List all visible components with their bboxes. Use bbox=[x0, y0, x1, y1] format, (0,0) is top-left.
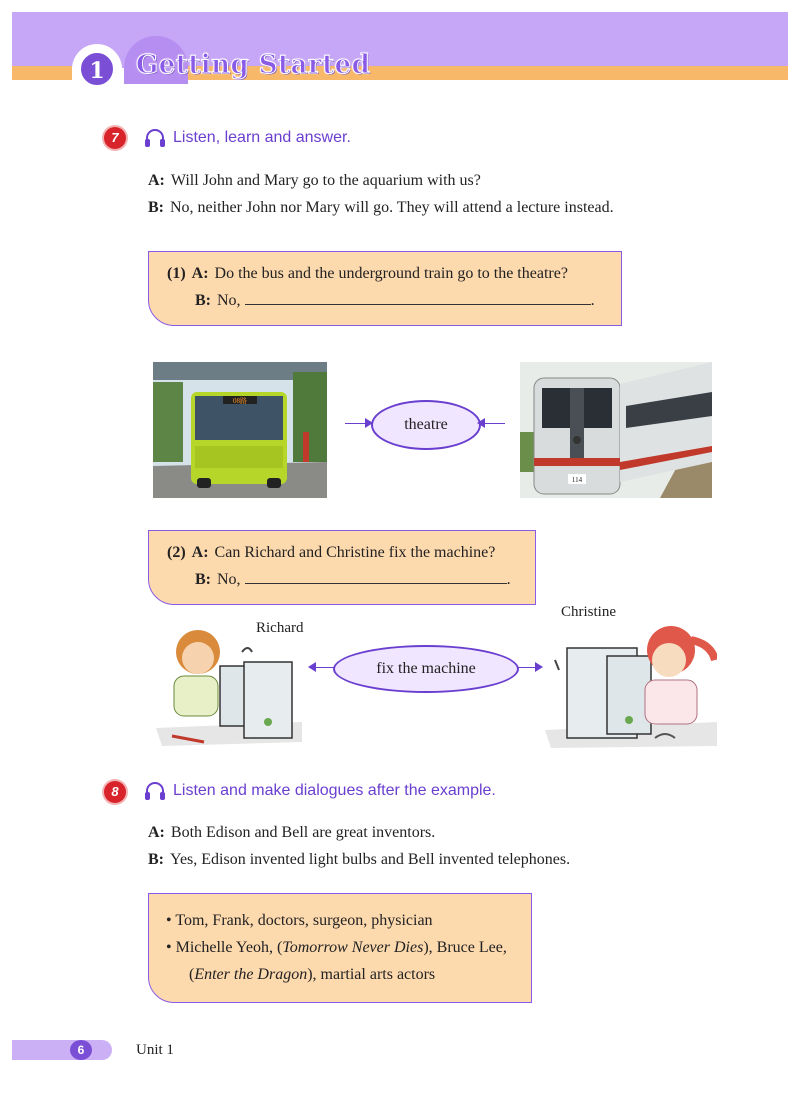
theatre-ellipse bbox=[371, 400, 481, 450]
example-text: Both Edison and Bell are great inventors. bbox=[170, 824, 436, 841]
unit-label: Unit 1 bbox=[136, 1042, 174, 1058]
question-2-line-a bbox=[167, 544, 495, 562]
footer-bar bbox=[12, 1040, 112, 1060]
speaker-label: B: bbox=[148, 851, 164, 868]
bullet-text: Tom, Frank, doctors, surgeon, physician bbox=[175, 912, 433, 929]
bus-route-sign: 08路 bbox=[233, 397, 247, 405]
task-instruction: Listen and make dialogues after the example. bbox=[173, 782, 496, 799]
bullet-text: Michelle Yeoh, ( bbox=[175, 939, 283, 956]
prompt-bullet-2 bbox=[166, 939, 507, 957]
question-2-line-b bbox=[195, 571, 511, 589]
answer-blank[interactable] bbox=[245, 571, 507, 584]
example-line-b bbox=[148, 199, 614, 217]
unit-number-badge: 1 bbox=[79, 51, 115, 87]
theatre-label: theatre bbox=[404, 416, 448, 433]
speaker-label: A: bbox=[148, 824, 165, 841]
task-instruction: Listen, learn and answer. bbox=[173, 129, 351, 146]
speaker-label: A: bbox=[148, 172, 165, 189]
arrow-head-left bbox=[477, 418, 485, 428]
answer-start: No, bbox=[217, 571, 241, 588]
bullet-text: ), Bruce Lee, bbox=[423, 939, 507, 956]
christine-illustration bbox=[545, 620, 717, 750]
bullet-text: ( bbox=[189, 966, 195, 983]
example-text: No, neither John nor Mary will go. They will attend a lecture instead. bbox=[170, 199, 614, 216]
richard-illustration bbox=[152, 618, 302, 748]
speaker-label: B: bbox=[195, 292, 211, 309]
arrow-right bbox=[485, 423, 505, 424]
train-number: 114 bbox=[571, 476, 583, 484]
example-text: Will John and Mary go to the aquarium with us? bbox=[170, 172, 481, 189]
prompt-bullet-1 bbox=[166, 912, 433, 930]
answer-end: . bbox=[590, 292, 595, 309]
headphones-icon bbox=[144, 128, 166, 148]
speaker-label: A: bbox=[191, 265, 209, 282]
question-1-line-a bbox=[167, 265, 568, 283]
question-text: Do the bus and the underground train go to the theatre? bbox=[214, 265, 568, 282]
speaker-label: B: bbox=[148, 199, 164, 216]
arrow-head-right bbox=[535, 662, 543, 672]
arrow-right bbox=[517, 667, 535, 668]
bullet-dot: • bbox=[166, 939, 172, 956]
section-title: Getting Started bbox=[136, 50, 371, 80]
richard-label: Richard bbox=[256, 620, 304, 636]
arrow-head-left bbox=[308, 662, 316, 672]
answer-start: No, bbox=[217, 292, 241, 309]
task-number-badge: 7 bbox=[104, 127, 126, 149]
underground-train-photo bbox=[520, 362, 712, 498]
task-number-badge: 8 bbox=[104, 781, 126, 803]
example-line-a bbox=[148, 824, 435, 842]
header-stripe-left bbox=[12, 66, 72, 80]
fix-machine-ellipse bbox=[333, 645, 519, 693]
question-box-2 bbox=[148, 530, 536, 605]
example-line-b bbox=[148, 851, 570, 869]
bullet-text: ), martial arts actors bbox=[307, 966, 436, 983]
speaker-label: B: bbox=[195, 571, 211, 588]
film-title: Tomorrow Never Dies bbox=[282, 939, 424, 956]
question-box-1 bbox=[148, 251, 622, 326]
bus-photo bbox=[153, 362, 327, 498]
answer-end: . bbox=[506, 571, 511, 588]
film-title: Enter the Dragon bbox=[194, 966, 308, 983]
question-text: Can Richard and Christine fix the machine? bbox=[214, 544, 496, 561]
headphones-icon bbox=[144, 781, 166, 801]
answer-blank[interactable] bbox=[245, 292, 591, 305]
arrow-left bbox=[316, 667, 334, 668]
example-line-a bbox=[148, 172, 481, 190]
bullet-dot: • bbox=[166, 912, 172, 929]
prompt-bullet-2-cont bbox=[189, 966, 435, 984]
question-label: (2) bbox=[167, 544, 186, 561]
christine-label: Christine bbox=[561, 604, 616, 620]
question-1-line-b bbox=[195, 292, 595, 310]
fix-machine-label: fix the machine bbox=[376, 660, 476, 677]
example-text: Yes, Edison invented light bulbs and Bell invented telephones. bbox=[170, 851, 571, 868]
page-number: 6 bbox=[70, 1040, 92, 1060]
question-label: (1) bbox=[167, 265, 186, 282]
speaker-label: A: bbox=[191, 544, 209, 561]
